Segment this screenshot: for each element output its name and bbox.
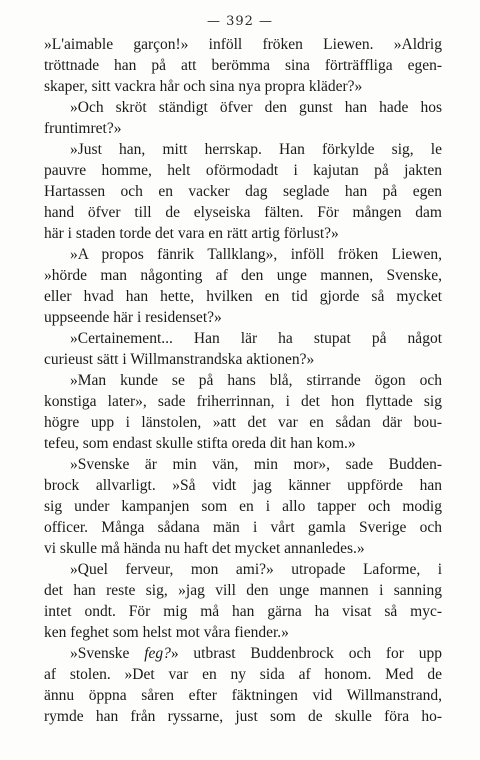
text-segment: »Svenske	[70, 645, 145, 662]
text-line	[44, 685, 442, 706]
text-line	[44, 244, 442, 265]
text-segment: pauvre homme, helt oförmodadt i kajutan på jakten	[44, 162, 442, 179]
text-line	[44, 580, 442, 601]
text-segment: skaper, sitt vackra hår och sina nya propra kläder?»	[44, 78, 363, 95]
text-segment: uppseende här i residenset?»	[44, 309, 222, 326]
text-segment: Hartassen och en vacker dag seglade han på egen	[44, 183, 442, 200]
text-segment: »Certainement... Han lär ha stupat på något	[70, 330, 442, 347]
text-segment: tefeu, som endast skulle stifta oreda dit han kom.»	[44, 435, 356, 452]
text-segment: eller hvad han hette, hvilken en tid gjorde så mycket	[44, 288, 442, 305]
text-line	[44, 202, 442, 223]
text-line	[44, 181, 442, 202]
body-text	[44, 34, 442, 727]
text-line	[44, 706, 442, 727]
text-segment: rymde han från ryssarne, just som de skulle föra ho-	[44, 708, 442, 725]
text-line	[44, 118, 442, 139]
text-segment: curieust sätt i Willmanstrandska aktionen?»	[44, 351, 315, 368]
text-line	[44, 97, 442, 118]
text-segment: hand öfver till de elyseiska fälten. För mången dam	[44, 204, 442, 221]
text-line	[44, 559, 442, 580]
text-line	[44, 496, 442, 517]
text-segment: brock allvarligt. »Så vidt jag känner uppförde han	[44, 477, 442, 494]
text-line	[44, 664, 442, 685]
text-line	[44, 601, 442, 622]
text-segment: »Man kunde se på hans blå, stirrande ögon och	[70, 372, 442, 389]
text-line	[44, 307, 442, 328]
text-segment: officer. Många sådana män i vårt gamla Sverige och	[44, 519, 442, 536]
text-line	[44, 391, 442, 412]
text-segment: intet ondt. För mig må han gärna ha visat så myc-	[44, 603, 442, 620]
text-line	[44, 454, 442, 475]
text-segment: högre upp i länstolen, »att det var en sådan där bou-	[44, 414, 442, 431]
text-segment: »L'aimable garçon!» inföll fröken Liewen. »Aldrig	[44, 36, 442, 53]
text-line	[44, 160, 442, 181]
text-segment: det han reste sig, »jag vill den unge mannen i sanning	[44, 582, 442, 599]
text-segment: tröttnade han på att berömma sina förträffliga egen-	[44, 57, 442, 74]
text-line	[44, 538, 442, 559]
text-line	[44, 412, 442, 433]
text-segment: fruntimret?»	[44, 120, 122, 137]
text-segment: vi skulle må hända nu haft det mycket annanledes.»	[44, 540, 365, 557]
text-segment: feg?	[144, 645, 171, 662]
text-segment: »Just han, mitt herrskap. Han förkylde sig, le	[70, 141, 442, 158]
text-segment: ännu öppna såren efter fäktningen vid Willmanstrand,	[44, 687, 442, 704]
text-segment: ken feghet som helst mot våra fiender.»	[44, 624, 289, 641]
text-line	[44, 517, 442, 538]
text-line	[44, 55, 442, 76]
text-segment: » utbrast Buddenbrock och for upp	[170, 645, 442, 662]
text-segment: »Och skröt ständigt öfver den gunst han hade hos	[70, 99, 442, 116]
text-line	[44, 328, 442, 349]
text-line	[44, 139, 442, 160]
text-line	[44, 475, 442, 496]
text-segment: »hörde man någonting af den unge mannen, Svenske,	[44, 267, 442, 284]
text-line	[44, 370, 442, 391]
text-line	[44, 223, 442, 244]
text-segment: konstiga later», sade friherrinnan, i det hon flyttade sig	[44, 393, 442, 410]
text-segment: här i staden torde det vara en rätt artig förlust?»	[44, 225, 339, 242]
text-line	[44, 349, 442, 370]
text-segment: »A propos fänrik Tallklang», inföll fröken Liewen,	[70, 246, 442, 263]
text-segment: af stolen. »Det var en ny sida af honom. Med de	[44, 666, 442, 683]
text-line	[44, 286, 442, 307]
text-line	[44, 622, 442, 643]
text-segment: »Svenske är min vän, min mor», sade Budden-	[70, 456, 442, 473]
text-line	[44, 34, 442, 55]
text-line	[44, 643, 442, 664]
text-line	[44, 76, 442, 97]
text-segment: sig under kampanjen som en i allo tapper och modig	[44, 498, 442, 515]
text-line	[44, 265, 442, 286]
text-line	[44, 433, 442, 454]
page-number: — 392 —	[206, 14, 274, 29]
text-segment: »Quel ferveur, mon ami?» utropade Laforme, i	[70, 561, 442, 578]
